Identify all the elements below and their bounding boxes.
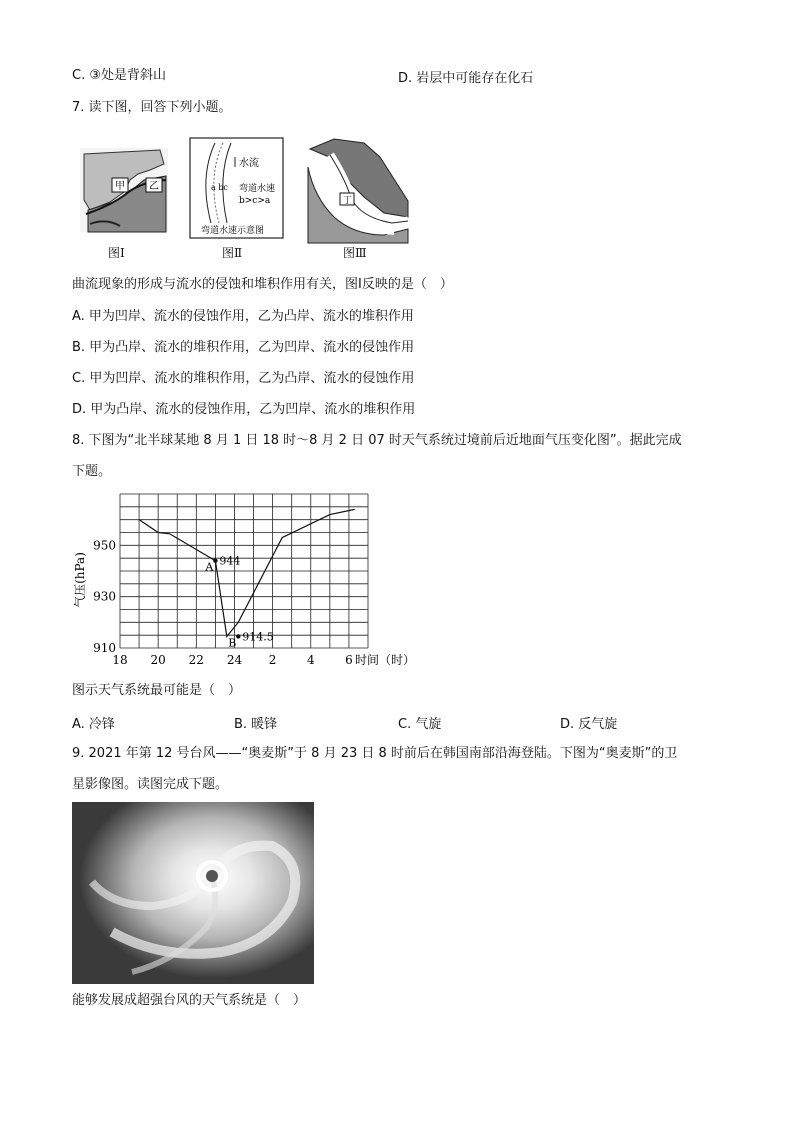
annotated-point [213,559,217,563]
x-tick-label: 4 [306,653,315,667]
chart-xlabel: 时间（时） [355,653,416,667]
q9-stem-line1: 9. 2021 年第 12 号台风——“奥麦斯”于 8 月 23 日 8 时前后在韩国南部沿海登陆。下图为“奥麦斯”的卫 [72,746,678,761]
q9-stem-line2: 星影像图。读图完成下题。 [72,777,229,792]
fig2-label-flow: 水流 [239,158,259,169]
satellite-image [72,802,314,984]
fig3-label: 丁 [343,196,353,206]
annotated-point [236,634,240,638]
pressure-chart [72,488,422,670]
y-tick-label: 950 [93,538,116,553]
q8-stem-line2: 下题。 [72,464,112,479]
q6-option-d: D. 岩层中可能存在化石 [398,71,534,86]
chart-ylabel: 气压(hPa) [73,552,87,608]
fig2-caption: 图Ⅱ [222,246,243,260]
fig2-label-abc: a bc [211,183,228,192]
figure-1 [80,140,172,240]
q8-option-a: A. 冷锋 [72,717,115,732]
fig2-title: 弯道水速示意图 [201,226,265,236]
q6-option-c: C. ③处是背斜山 [72,68,166,83]
x-tick-label: 2 [268,653,277,667]
q8-option-c: C. 气旋 [398,717,442,732]
fig3-caption: 图Ⅲ [343,246,367,260]
chart-series-line [139,509,355,636]
fig1-label-yi: 乙 [149,181,159,192]
x-tick-label: 6 [345,653,353,667]
fig2-label-relation: b>c>a [239,196,271,206]
q8-question: 图示天气系统最可能是（ ） [72,683,242,698]
x-tick-label: 22 [188,653,204,667]
fig1-label-jia: 甲 [115,181,125,192]
fig1-caption: 图Ⅰ [108,246,125,260]
point-letter-label: A [205,560,214,574]
q7-question: 曲流现象的形成与流水的侵蚀和堆积作用有关，图Ⅰ反映的是（ ） [72,277,453,292]
q7-option-c: C. 甲为凹岸、流水的堆积作用，乙为凸岸、流水的侵蚀作用 [72,371,415,386]
q8-stem-line1: 8. 下图为“北半球某地 8 月 1 日 18 时～8 月 2 日 07 时天气系统过境前后近地面气压变化图”。据此完成 [72,433,682,448]
q7-option-d: D. 甲为凸岸、流水的侵蚀作用，乙为凹岸、流水的堆积作用 [72,402,416,417]
figure-2 [189,137,285,241]
x-tick-label: 20 [150,653,166,667]
q7-option-a: A. 甲为凹岸、流水的侵蚀作用，乙为凸岸、流水的堆积作用 [72,309,414,324]
y-tick-label: 910 [93,641,116,655]
q7-option-b: B. 甲为凸岸、流水的堆积作用，乙为凹岸、流水的侵蚀作用 [72,340,415,355]
x-tick-label: 24 [226,653,243,667]
point-letter-label: B [228,636,237,650]
q8-option-b: B. 暖锋 [234,717,278,732]
q9-question: 能够发展成超强台风的天气系统是（ ） [72,993,307,1008]
q8-option-d: D. 反气旋 [560,717,618,732]
point-value-label: 914.5 [242,630,274,644]
figure-3 [304,137,414,245]
point-value-label: 944 [219,554,241,568]
fig2-label-speed: 弯道水速 [239,184,276,194]
chart-grid [120,494,368,648]
q7-stem: 7. 读下图，回答下列小题。 [72,100,232,115]
x-tick-label: 18 [112,653,128,667]
y-tick-label: 930 [93,589,116,604]
